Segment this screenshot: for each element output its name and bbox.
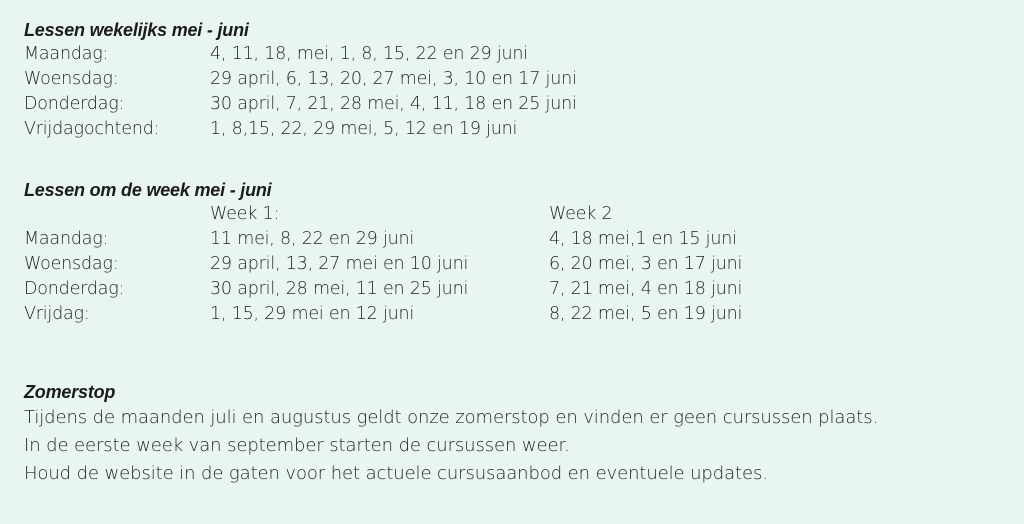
zomerstop-heading: Zomerstop xyxy=(24,382,116,402)
biweekly-week-labels xyxy=(24,202,613,227)
weekly-day-label: Woensdag: xyxy=(24,69,119,89)
biweekly-day-label: Maandag: xyxy=(24,229,109,249)
weekly-day-label: Vrijdagochtend: xyxy=(24,119,160,139)
biweekly-row-woensdag xyxy=(24,252,743,277)
biweekly-day-label: Vrijdag: xyxy=(24,304,90,324)
biweekly-heading: Lessen om de week mei - juni xyxy=(24,180,272,200)
weekly-day-label: Maandag: xyxy=(24,44,109,64)
weekly-dates: 30 april, 7, 21, 28 mei, 4, 11, 18 en 25 juni xyxy=(210,94,577,114)
biweekly-week2-dates: 7, 21 mei, 4 en 18 juni xyxy=(549,279,743,299)
weekly-dates: 4, 11, 18, mei, 1, 8, 15, 22 en 29 juni xyxy=(210,44,528,64)
weekly-row-maandag xyxy=(24,42,528,67)
biweekly-week1-dates: 1, 15, 29 mei en 12 juni xyxy=(210,304,415,324)
zomerstop-section xyxy=(24,380,878,488)
biweekly-week2-dates: 6, 20 mei, 3 en 17 juni xyxy=(549,254,743,274)
biweekly-week1-dates: 11 mei, 8, 22 en 29 juni xyxy=(210,229,415,249)
zomerstop-line: Houd de website in de gaten voor het actuele cursusaanbod en eventuele updates. xyxy=(24,463,768,484)
biweekly-row-maandag xyxy=(24,227,737,252)
biweekly-day-label: Woensdag: xyxy=(24,254,119,274)
biweekly-week1-dates: 29 april, 13, 27 mei en 10 juni xyxy=(210,254,469,274)
weekly-day-label: Donderdag: xyxy=(24,94,125,114)
weekly-dates: 1, 8,15, 22, 29 mei, 5, 12 en 19 juni xyxy=(210,119,518,139)
weekly-section xyxy=(24,18,577,142)
biweekly-row-vrijdag xyxy=(24,302,743,327)
biweekly-week2-dates: 4, 18 mei,1 en 15 juni xyxy=(549,229,737,249)
weekly-dates: 29 april, 6, 13, 20, 27 mei, 3, 10 en 17 juni xyxy=(210,69,577,89)
biweekly-section xyxy=(24,178,743,327)
weekly-row-woensdag xyxy=(24,67,577,92)
biweekly-week1-dates: 30 april, 28 mei, 11 en 25 juni xyxy=(210,279,469,299)
week2-label: Week 2 xyxy=(549,204,613,224)
biweekly-row-donderdag xyxy=(24,277,743,302)
weekly-row-donderdag xyxy=(24,92,577,117)
week1-label: Week 1: xyxy=(210,204,280,224)
weekly-row-vrijdagochtend xyxy=(24,117,518,142)
zomerstop-line: Tijdens de maanden juli en augustus geldt onze zomerstop en vinden er geen cursussen plaats. xyxy=(24,407,879,428)
weekly-heading: Lessen wekelijks mei - juni xyxy=(24,20,249,40)
biweekly-week2-dates: 8, 22 mei, 5 en 19 juni xyxy=(549,304,743,324)
zomerstop-line: In de eerste week van september starten de cursussen weer. xyxy=(24,435,570,456)
biweekly-day-label: Donderdag: xyxy=(24,279,125,299)
